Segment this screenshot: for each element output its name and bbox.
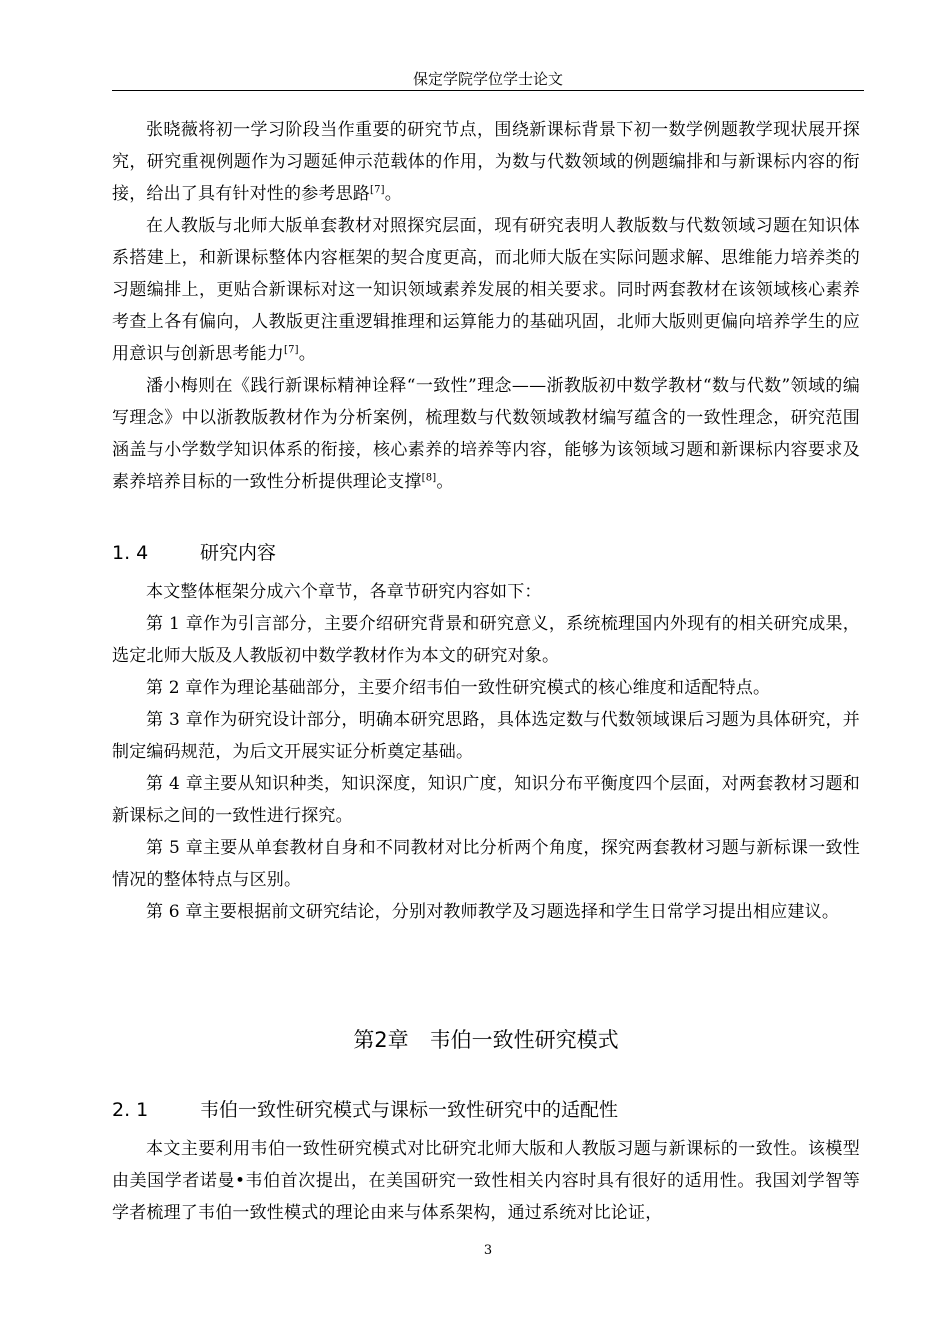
paragraph-chapter-5: 第 5 章主要从单套教材自身和不同教材对比分析两个角度，探究两套教材习题与新标课一致性情况的整体特点与区别。 bbox=[112, 838, 860, 890]
citation: [7] bbox=[370, 184, 385, 196]
research-content-block bbox=[112, 576, 860, 928]
citation: [7] bbox=[284, 344, 299, 356]
citation: [8] bbox=[421, 472, 437, 484]
paragraph-chapter-6: 第 6 章主要根据前文研究结论，分别对教师教学及习题选择和学生日常学习提出相应建议。 bbox=[146, 902, 840, 922]
section-number: 1. 4 bbox=[112, 542, 149, 564]
section-heading-1-4 bbox=[112, 538, 276, 565]
literature-review-block bbox=[112, 114, 860, 498]
paragraph-chapter-4: 第 4 章主要从知识种类，知识深度，知识广度，知识分布平衡度四个层面，对两套教材习题和新课标之间的一致性进行探究。 bbox=[112, 774, 860, 826]
paragraph-intro: 本文整体框架分成六个章节，各章节研究内容如下： bbox=[146, 582, 542, 602]
paragraph-chapter-2: 第 2 章作为理论基础部分，主要介绍韦伯一致性研究模式的核心维度和适配特点。 bbox=[146, 678, 771, 698]
paragraph-chapter-3: 第 3 章作为研究设计部分，明确本研究思路，具体选定数与代数领域课后习题为具体研究，并制定编码规范，为后文开展实证分析奠定基础。 bbox=[112, 710, 860, 762]
chapter-heading-2: 第2章 韦伯一致性研究模式 bbox=[353, 1028, 619, 1052]
section-title: 研究内容 bbox=[200, 542, 277, 564]
page-number: 3 bbox=[483, 1243, 493, 1258]
paragraph-webb-model: 本文主要利用韦伯一致性研究模式对比研究北师大版和人教版习题与新课标的一致性。该模型由美国学者诺曼•韦伯首次提出，在美国研究一致性相关内容时具有很好的适用性。我国刘学智等学者梳理了韦伯一致性模式的理论由来与体系架构，通过系统对比论证， bbox=[112, 1139, 860, 1223]
paragraph-chapter-1: 第 1 章作为引言部分，主要介绍研究背景和研究意义，系统梳理国内外现有的相关研究成果，选定北师大版及人教版初中数学教材作为本文的研究对象。 bbox=[112, 614, 860, 666]
paragraph-zhang: 张晓薇将初一学习阶段当作重要的研究节点，围绕新课标背景下初一数学例题教学现状展开探究，研究重视例题作为习题延伸示范载体的作用，为数与代数领域的例题编排和与新课标内容的衔接，给出了具有针对性的参考思路[7]。 bbox=[112, 120, 860, 204]
section-title: 韦伯一致性研究模式与课标一致性研究中的适配性 bbox=[200, 1099, 619, 1121]
section-2-1-body bbox=[112, 1133, 860, 1229]
header-rule bbox=[112, 90, 864, 91]
section-heading-2-1 bbox=[112, 1095, 618, 1122]
section-number: 2. 1 bbox=[112, 1099, 149, 1121]
running-header: 保定学院学位学士论文 bbox=[412, 70, 563, 88]
paragraph-textbook-comparison: 在人教版与北师大版单套教材对照探究层面，现有研究表明人教版数与代数领域习题在知识体系搭建上，和新课标整体内容框架的契合度更高，而北师大版在实际问题求解、思维能力培养类的习题编排上，更贴合新课标对这一知识领域素养发展的相关要求。同时两套教材在该领域核心素养考查上各有偏向，人教版更注重逻辑推理和运算能力的基础巩固，北师大版则更偏向培养学生的应用意识与创新思考能力[7]。 bbox=[112, 216, 860, 364]
paragraph-pan: 潘小梅则在《践行新课标精神诠释“一致性”理念——浙教版初中数学教材“数与代数”领域的编写理念》中以浙教版教材作为分析案例，梳理数与代数领域教材编写蕴含的一致性理念，研究范围涵盖与小学数学知识体系的衔接，核心素养的培养等内容，能够为该领域习题和新课标内容要求及素养培养目标的一致性分析提供理论支撑[8]。 bbox=[112, 376, 860, 492]
